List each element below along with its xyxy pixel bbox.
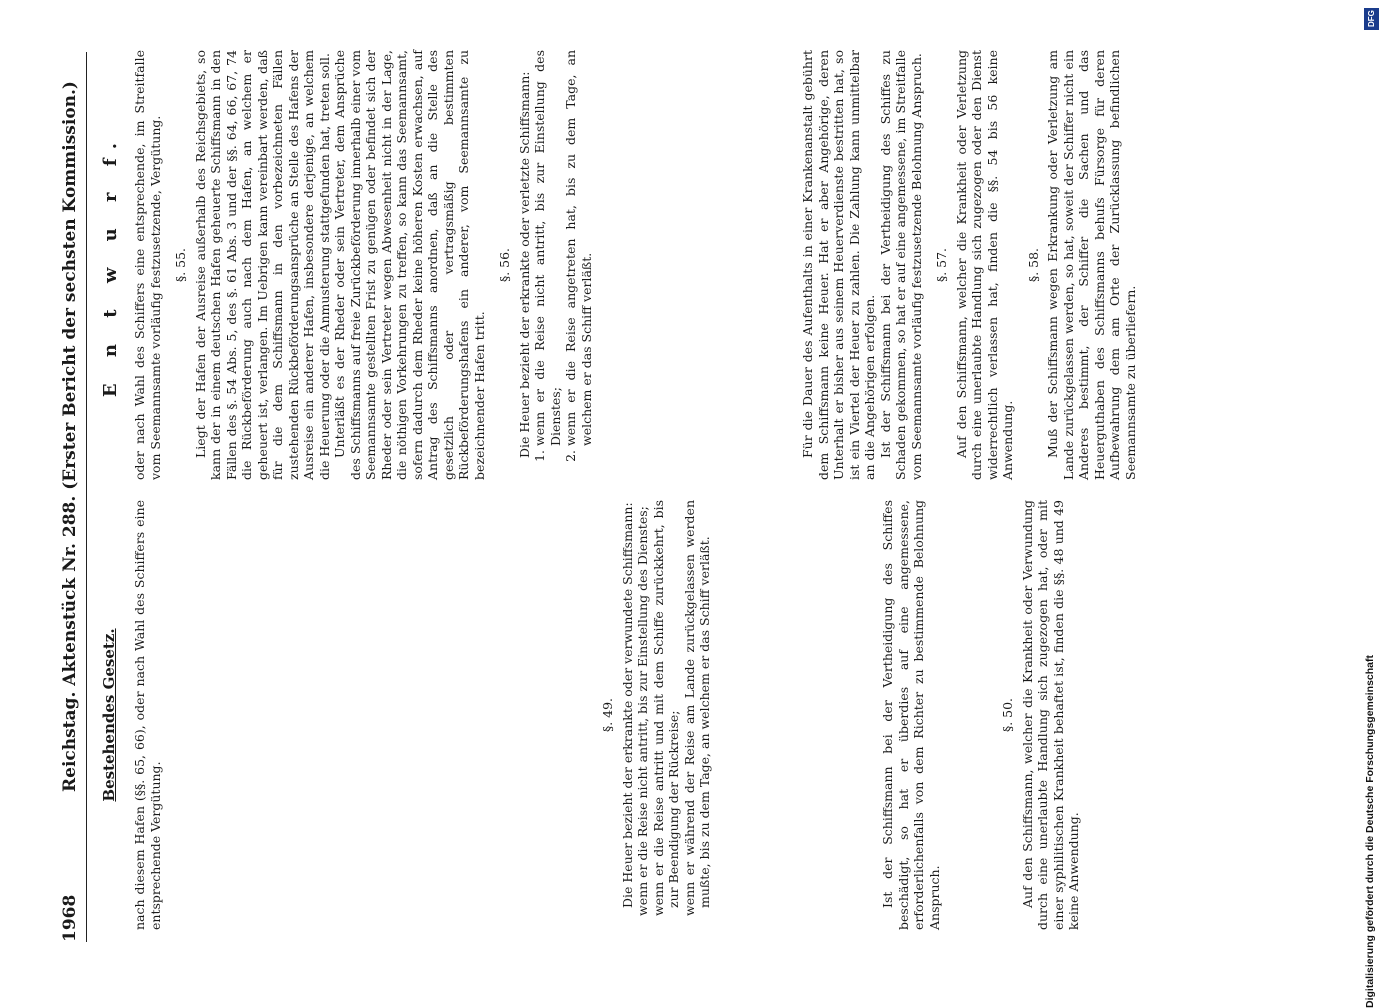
section-57-text: Auf den Schiffsmann, welcher die Krankheit oder Verletzung durch eine unerlaubte Handlung sich zugezogen oder den Dienst widerrechtlich verlassen hat, finden die §§. 54 bis 56 keine Anwendung. (953, 50, 1015, 480)
section-50-text: Auf den Schiffsmann, welcher die Krankheit oder Verwundung durch eine unerlaubte Handlung sich zugezogen hat, oder mit einer syphilitischen Krankheit behaftet ist, finden die §§. 48 und 49 keine Anwendung. (1019, 500, 1081, 930)
section-58-title: §. 58. (1025, 247, 1041, 283)
left-section-49 (590, 500, 713, 930)
page-number: 1968 (60, 894, 80, 942)
section-55-title: §. 55. (173, 247, 188, 283)
right-column (132, 50, 594, 480)
left-section-49-p2 (880, 500, 942, 930)
digitization-strip (1361, 0, 1383, 1008)
right-intro: oder nach Wahl des Schiffers eine entsprechende, im Streitfalle vom Seemannsamte vorläufig festzusetzende, Vergütung. (132, 50, 163, 480)
document-title: Reichstag. Aktenstück Nr. 288. (Erster Bericht der sechsten Kommission.) (60, 81, 80, 792)
right-section-56-cont (800, 50, 1138, 480)
section-49-item-3: wenn er während der Reise am Lande zurückgelassen werden mußte, bis zu dem Tage, an welchem er das Schiff verläßt. (681, 500, 712, 916)
section-55-paragraph-1: Liegt der Hafen der Ausreise außerhalb des Reichsgebiets, so kann der in einem deutschen Hafen geheuerte Schiffsmann in den Fällen des §. 54 Abs. 5, des §. 61 Abs. 3 und der §§. 64, 66, 67, 74 die Rückbeförderung auch nach dem Hafen, an welchem er geheuert ist, verlangen. Im Uebrigen kann vereinbart werden, daß für die dem Schiffsmann in den vorbezeichneten Fällen zustehenden Rückbeförderungsansprüche an Stelle des Hafens der Ausreise ein anderer Hafen, insbesondere derjenige, an welchem die Heuerung oder die Anmusterung stattgefunden hat, treten soll. (192, 50, 332, 480)
section-58-text: Muß der Schiffsmann wegen Erkrankung oder Verletzung am Lande zurückgelassen werden, so hat, soweit der Schiffer nicht ein Anderes bestimmt, der Schiffer die Sachen und das Heuerguthaben des Schiffsmanns behufs Fürsorge für deren Aufbewahrung dem am Orte der Zurücklassung befindlichen Seemannsamte zu überliefern. (1045, 50, 1138, 480)
section-50-title: §. 50. (1000, 697, 1015, 733)
section-57-title: §. 57. (934, 247, 949, 283)
digitization-note: Digitalisierung gefördert durch die Deutsche Forschungsgemeinschaft (1364, 655, 1376, 1008)
section-49-text: Die Heuer bezieht der erkrankte oder verwundete Schiffsmann: (619, 502, 635, 908)
section-56-item-1: 1. wenn er die Reise nicht antritt, bis zur Einstellung des Dienstes; (532, 50, 563, 446)
section-49-title: §. 49. (600, 697, 615, 733)
section-56-paragraph-2: Für die Dauer des Aufenthalts in einer Krankenanstalt gebührt dem Schiffsmann keine Heuer. Hat er aber Angehörige, deren Unterhalt er bisher aus seinem Heuerverdienste bestritten hat, so ist ein Viertel der Heuer zu zahlen. Die Zahlung kann unmittelbar an die Angehörigen erfolgen. (800, 50, 877, 480)
section-56-item-2: 2. wenn er die Reise angetreten hat, bis zu dem Tage, an welchem er das Schiff verläßt. (563, 50, 594, 446)
section-49-item-1: wenn er die Reise nicht antritt, bis zur Einstellung des Dienstes; (635, 506, 650, 916)
header-rule (86, 52, 87, 942)
section-49-paragraph-2: Ist der Schiffsmann bei der Vertheidigung des Schiffes beschädigt, so hat er überdies auf eine angemessene, erforderlichenfalls von dem Richter zu bestimmende Belohnung Anspruch. (880, 500, 942, 930)
section-55-paragraph-2: Unterläßt es der Rheder oder sein Vertreter, dem Ansprüche des Schiffsmanns auf freie Zurückbeförderung innerhalb einer vom Seemannsamte gestellten Frist zu genügen oder befindet sich der Rheder oder sein Vertreter wegen Abwesenheit nicht in der Lage, die nöthigen Vorkehrungen zu treffen, so kann das Seemannsamt, sofern dadurch dem Rheder keine höheren Kosten erwachsen, auf Antrag des Schiffsmanns anordnen, daß an die Stelle des gesetzlich oder vertragsmäßig bestimmten Rückbeförderungshafens ein anderer, vom Seemannsamte zu bezeichnender Hafen tritt. (332, 50, 487, 480)
section-49-item-2: wenn er die Reise antritt und mit dem Schiffe zurückkehrt, bis zur Beendigung der Rückreise; (650, 500, 681, 916)
dfg-logo: DFG (1364, 8, 1379, 30)
left-column (132, 500, 163, 930)
left-column-heading: Bestehendes Gesetz. (100, 628, 118, 802)
right-column-heading: E n t w u r f. (100, 132, 121, 398)
section-56-title: §. 56. (497, 247, 512, 283)
section-56-text: Die Heuer bezieht der erkrankte oder verletzte Schiffsmann: (516, 71, 532, 458)
left-intro: nach diesem Hafen (§§. 65, 66), oder nach Wahl des Schiffers eine entsprechende Vergütung. (132, 500, 163, 930)
section-56-paragraph-3: Ist der Schiffsmann bei der Vertheidigung des Schiffes zu Schaden gekommen, so hat er auf eine angemessene, im Streitfalle vom Seemannsamte vorläufig festzusetzende Belohnung Anspruch. (877, 50, 924, 480)
left-section-50 (990, 500, 1082, 930)
